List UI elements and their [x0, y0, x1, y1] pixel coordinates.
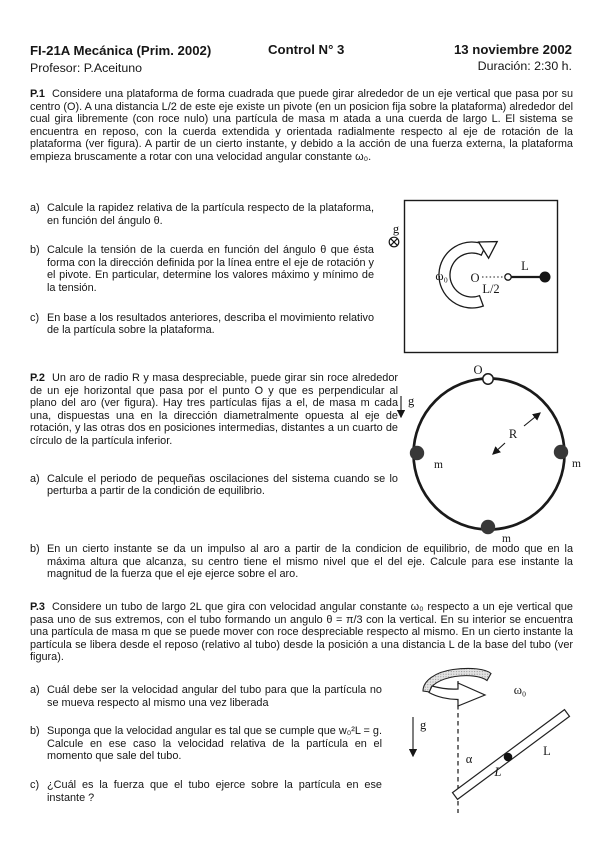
problem-3-label: P.3: [30, 601, 45, 613]
problem-3-item-a: a) Cuál debe ser la velocidad angular del tubo para que la partícula no se mueva respecto al mismo una vez liberada: [30, 684, 382, 709]
mass-right-dot: [554, 445, 568, 459]
cord-length-label: L: [521, 259, 529, 273]
exam-duration: Duración: 2:30 h.: [477, 59, 572, 73]
pivot-distance-label: L/2: [482, 282, 500, 296]
figure-p1-platform: [378, 192, 578, 362]
problem-3-intro: P.3 Considere un tubo de largo 2L que gira con velocidad angular constante ω₀ respecto a un eje vertical que pasa uno de sus extremos, con el tubo formando un angulo θ = π/3 con la vertical. En su interior se encuentra una partícula de masa m que se puede mover con roce despreciable respecto al mismo. En un cierto instante la partícula se libera desde el reposo (relativo al tubo) desde la posición a una distancia L de la base del tubo (ver figura).: [30, 601, 573, 664]
particle-dot: [540, 272, 551, 283]
figure-p3-tube: [393, 655, 598, 855]
problem-1-intro: P.1 Considere una plataforma de forma cuadrada que puede girar alrededor de un eje vertical que pasa por su centro (O). A una distancia L/2 de este eje existe un pivote (en un posicion fija sobre la plataforma) alrededor del cual gira libremente (con roce nulo) una partícula de masa m atada a una cuerda de largo L. El sistema se encuentra en reposo, con la cuerda extendida y orientada radialmente respecto al eje de rotación de la plataforma (ver figura). A partir de un cierto instante, y debido a la acción de una fuerza externa, la plataforma empieza bruscamente a rotar con una velocidad angular constante ω₀.: [30, 88, 573, 163]
ring-outline: [414, 379, 565, 530]
pivot-marker: [505, 274, 511, 280]
mass-right-label: m: [572, 458, 581, 470]
rotation-ribbon-arrow-icon: [429, 683, 485, 706]
mass-bottom-dot: [481, 520, 495, 534]
mass-left-dot: [410, 446, 424, 460]
gravity-into-page-icon: [389, 237, 399, 247]
problem-1-item-c: c) En base a los resultados anteriores, describa el movimiento relativo de la partícula sobre la plataforma.: [30, 311, 374, 337]
problem-2-intro: P.2 Un aro de radio R y masa despreciable, puede girar sin roce alrededor de un eje horizontal que pasa por el punto O y que es perpendicular al plano del aro (ver figura). Hay tres partículas fijas a el, de masa m cada una, dispuestas una en la dirección diametralmente opuesta al eje de rotación, y las otras dos en posiciones intermedias, distantes a un cuarto de círculo de la partícula inferior.: [30, 372, 398, 447]
figure-p2-ring: [396, 362, 596, 552]
problem-2-block: [30, 372, 398, 498]
problem-3-item-c: c) ¿Cuál es la fuerza que el tubo ejerce sobre la partícula en ese instante ?: [30, 778, 382, 804]
mass-bottom-label: m: [502, 533, 511, 545]
radius-label: R: [508, 427, 518, 441]
omega-label: ω₀: [513, 683, 527, 697]
problem-1-item-b: b) Calcule la tensión de la cuerda en función del ángulo θ que ésta forma con la dirección definida por la línea entre el eje de rotación y el pivote. En particular, determine los valores máximo y mínimo de la tensión.: [30, 244, 374, 294]
center-label: O: [470, 271, 480, 285]
gravity-label: g: [408, 394, 415, 408]
segment-upper-label: L: [543, 744, 551, 758]
exam-title: Control N° 3: [268, 42, 345, 57]
axis-point-label: O: [473, 363, 483, 377]
header: [30, 42, 572, 74]
axis-marker: [483, 374, 493, 384]
problem-3-items: [30, 684, 382, 819]
problem-2-item-a: a) Calcule el periodo de pequeñas oscilaciones del sistema cuando se lo perturba a partir de la condición de equilibrio.: [30, 472, 398, 498]
problem-1-items: [30, 202, 374, 352]
mass-left-label: m: [434, 459, 443, 471]
gravity-label: g: [392, 222, 400, 236]
angle-label: α: [465, 752, 473, 766]
problem-1-label: P.1: [30, 88, 45, 100]
course-code: FI-21A Mecánica (Prim. 2002): [30, 43, 212, 58]
professor-name: Profesor: P.Aceituno: [30, 61, 143, 75]
problem-3-item-b: b) Suponga que la velocidad angular es tal que se cumple que w₀²L = g. Calcule en ese caso la velocidad relativa de la partícula en el momento que sale del tubo.: [30, 725, 382, 763]
problem-2-item-b: b) En un cierto instante se da un impulso al aro a partir de la condicion de equilibrio, de modo que en la máxima altura que alcanza, su centro tiene el mismo nivel que el del eje. Calcule para ese instante la magnitud de la fuerza que el eje ejerce sobre el aro.: [30, 543, 573, 581]
omega-label: ω₀: [435, 269, 448, 283]
gravity-label: g: [420, 718, 427, 732]
particle-dot: [504, 753, 513, 762]
problem-2-label: P.2: [30, 372, 45, 384]
exam-date: 13 noviembre 2002: [453, 42, 572, 57]
segment-lower-label: L: [494, 765, 502, 779]
radius-arrow-out-icon: [524, 413, 540, 426]
radius-arrow-in-icon: [493, 443, 505, 454]
problem-1-item-a: a) Calcule la rapidez relativa de la partícula respecto de la plataforma, en función del ángulo θ.: [30, 202, 374, 227]
